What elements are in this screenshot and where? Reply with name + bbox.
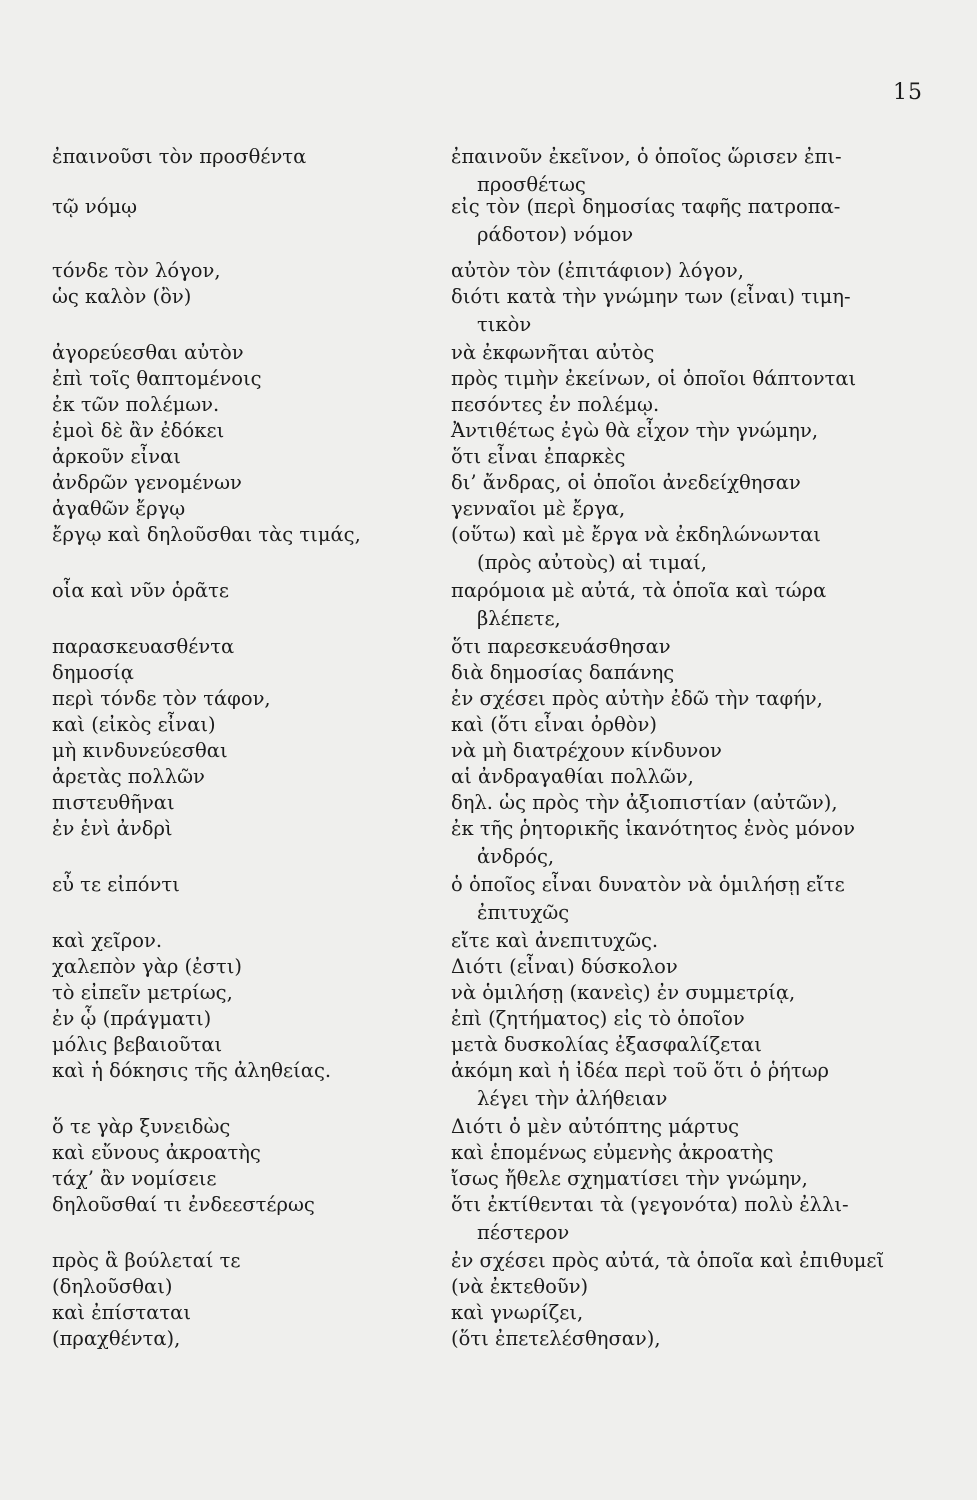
ancient-greek-line: ὅ τε γὰρ ξυνειδὼς	[52, 1115, 231, 1138]
translation-line: Ἀντιθέτως ἐγὼ θὰ εἶχον τὴν γνώμην,	[451, 419, 819, 442]
translation-line: εἴτε καὶ ἀνεπιτυχῶς.	[451, 929, 659, 952]
translation-line: τικὸν	[477, 313, 532, 336]
modern-greek-translation	[451, 633, 931, 661]
ancient-greek-line: οἷα καὶ νῦν ὁρᾶτε	[52, 579, 229, 602]
translation-line: (ὅτι ἐπετελέσθησαν),	[451, 1327, 661, 1350]
ancient-greek-line: καὶ ἡ δόκησις τῆς ἀληθείας.	[52, 1059, 332, 1082]
ancient-greek-line: περὶ τόνδε τὸν τάφον,	[52, 687, 271, 710]
ancient-greek-line: εὖ τε εἰπόντι	[52, 873, 180, 896]
modern-greek-translation	[451, 1113, 931, 1141]
ancient-greek-line: πρὸς ἃ βούλεταί τε	[52, 1249, 241, 1272]
ancient-greek-line: ἀγορεύεσθαι αὐτὸν	[52, 341, 244, 364]
modern-greek-translation	[451, 1139, 931, 1167]
ancient-greek-line: τῷ νόμῳ	[52, 195, 138, 218]
ancient-greek-line: ἔργῳ καὶ δηλοῦσθαι τὰς τιμάς,	[52, 523, 361, 546]
translation-line: ἐπιτυχῶς	[477, 901, 570, 924]
translation-line: δι’ ἄνδρας, οἱ ὁποῖοι ἀνεδείχθησαν	[451, 471, 801, 494]
modern-greek-translation	[451, 763, 931, 791]
modern-greek-translation	[451, 1005, 931, 1033]
modern-greek-translation	[451, 365, 931, 393]
ancient-greek-line: ἀρετὰς πολλῶν	[52, 765, 205, 788]
translation-line: καὶ ἑπομένως εὐμενὴς ἀκροατὴς	[451, 1141, 774, 1164]
ancient-greek-line: ἀνδρῶν γενομένων	[52, 471, 242, 494]
modern-greek-translation	[451, 685, 931, 713]
translation-line: ἐν σχέσει πρὸς αὐτά, τὰ ὁποῖα καὶ ἐπιθυμεῖ	[451, 1249, 885, 1272]
modern-greek-translation	[451, 1057, 931, 1113]
translation-line: ἀνδρός,	[477, 845, 555, 868]
ancient-greek-line: ὡς καλὸν (ὂν)	[52, 285, 192, 308]
translation-line: ὅτι ἐκτίθενται τὰ (γεγονότα) πολὺ ἐλλι-	[451, 1193, 849, 1216]
modern-greek-translation	[451, 871, 931, 927]
modern-greek-translation	[451, 1247, 931, 1275]
ancient-greek-line: παρασκευασθέντα	[52, 635, 235, 658]
translation-line: πρὸς τιμὴν ἐκείνων, οἱ ὁποῖοι θάπτονται	[451, 367, 857, 390]
modern-greek-translation	[451, 1165, 931, 1193]
translation-line: ἐπὶ (ζητήματος) εἰς τὸ ὁποῖον	[451, 1007, 745, 1030]
ancient-greek-line: μόλις βεβαιοῦται	[52, 1033, 223, 1056]
translation-line: πεσόντες ἐν πολέμῳ.	[451, 393, 660, 416]
modern-greek-translation	[451, 1191, 931, 1247]
ancient-greek-line: ἐμοὶ δὲ ἂν ἐδόκει	[52, 419, 225, 442]
translation-line: ἐν σχέσει πρὸς αὐτὴν ἐδῶ τὴν ταφήν,	[451, 687, 823, 710]
ancient-greek-line: (δηλοῦσθαι)	[52, 1275, 173, 1298]
translation-line: (πρὸς αὐτοὺς) αἱ τιμαί,	[477, 551, 708, 574]
ancient-greek-line: πιστευθῆναι	[52, 791, 175, 814]
ancient-greek-line: τὸ εἰπεῖν μετρίως,	[52, 981, 233, 1004]
ancient-greek-line: ἐπαινοῦσι τὸν προσθέντα	[52, 145, 307, 168]
ancient-greek-line: καὶ χεῖρον.	[52, 929, 163, 952]
translation-line: διὰ δημοσίας δαπάνης	[451, 661, 675, 684]
modern-greek-translation	[451, 789, 931, 817]
page-number: 15	[893, 80, 923, 105]
modern-greek-translation	[451, 1031, 931, 1059]
ancient-greek-line: ἀρκοῦν εἶναι	[52, 445, 181, 468]
ancient-greek-line: χαλεπὸν γὰρ (ἐστι)	[52, 955, 242, 978]
ancient-greek-line: καὶ (εἰκὸς εἶναι)	[52, 713, 216, 736]
translation-line: ὁ ὁποῖος εἶναι δυνατὸν νὰ ὁμιλήσῃ εἴτε	[451, 873, 845, 896]
modern-greek-translation	[451, 815, 931, 871]
modern-greek-translation	[451, 443, 931, 471]
translation-line: νὰ ὁμιλήσῃ (κανεὶς) ἐν συμμετρίᾳ,	[451, 981, 796, 1004]
modern-greek-translation	[451, 143, 931, 199]
translation-line: (νὰ ἐκτεθοῦν)	[451, 1275, 589, 1298]
modern-greek-translation	[451, 283, 931, 339]
modern-greek-translation	[451, 1273, 931, 1301]
ancient-greek-line: ἐκ τῶν πολέμων.	[52, 393, 220, 416]
translation-line: γενναῖοι μὲ ἔργα,	[451, 497, 626, 520]
translation-line: ἴσως ἤθελε σχηματίσει τὴν γνώμην,	[451, 1167, 808, 1190]
translation-line: ράδοτον) νόμον	[477, 223, 634, 246]
translation-line: ὅτι παρεσκευάσθησαν	[451, 635, 671, 658]
translation-line: ἐπαινοῦν ἐκεῖνον, ὁ ὁποῖος ὥρισεν ἐπι-	[451, 145, 842, 168]
ancient-greek-line: καὶ ἐπίσταται	[52, 1301, 191, 1324]
translation-line: μετὰ δυσκολίας ἐξασφαλίζεται	[451, 1033, 762, 1056]
modern-greek-translation	[451, 737, 931, 765]
modern-greek-translation	[451, 979, 931, 1007]
modern-greek-translation	[451, 495, 931, 523]
translation-line: λέγει τὴν ἀλήθειαν	[477, 1087, 668, 1110]
ancient-greek-line: δηλοῦσθαί τι ἐνδεεστέρως	[52, 1193, 315, 1216]
modern-greek-translation	[451, 339, 931, 367]
ancient-greek-line: ἐπὶ τοῖς θαπτομένοις	[52, 367, 262, 390]
translation-line: αὐτὸν τὸν (ἐπιτάφιον) λόγον,	[451, 259, 744, 282]
translation-line: ὅτι εἶναι ἐπαρκὲς	[451, 445, 626, 468]
translation-line: ἀκόμη καὶ ἡ ἰδέα περὶ τοῦ ὅτι ὁ ῥήτωρ	[451, 1059, 830, 1082]
modern-greek-translation	[451, 953, 931, 981]
ancient-greek-line: τόνδε τὸν λόγον,	[52, 259, 221, 282]
modern-greek-translation	[451, 1325, 931, 1353]
translation-line: Διότι (εἶναι) δύσκολον	[451, 955, 678, 978]
translation-line: ἐκ τῆς ῥητορικῆς ἱκανότητος ἑνὸς μόνον	[451, 817, 855, 840]
ancient-greek-line: (πραχθέντα),	[52, 1327, 181, 1350]
translation-line: πέστερον	[477, 1221, 570, 1244]
modern-greek-translation	[451, 469, 931, 497]
modern-greek-translation	[451, 577, 931, 633]
modern-greek-translation	[451, 711, 931, 739]
ancient-greek-line: ἐν ᾧ (πράγματι)	[52, 1007, 212, 1030]
translation-line: καὶ (ὅτι εἶναι ὀρθὸν)	[451, 713, 657, 736]
translation-line: νὰ μὴ διατρέχουν κίνδυνον	[451, 739, 722, 762]
modern-greek-translation	[451, 521, 931, 577]
modern-greek-translation	[451, 659, 931, 687]
translation-line: δηλ. ὡς πρὸς τὴν ἀξιοπιστίαν (αὐτῶν),	[451, 791, 838, 814]
modern-greek-translation	[451, 257, 931, 285]
translation-line: (οὕτω) καὶ μὲ ἔργα νὰ ἐκδηλώνωνται	[451, 523, 821, 546]
ancient-greek-line: τάχ’ ἂν νομίσειε	[52, 1167, 217, 1190]
modern-greek-translation	[451, 193, 931, 249]
translation-line: προσθέτως	[477, 173, 586, 196]
translation-line: διότι κατὰ τὴν γνώμην των (εἶναι) τιμη-	[451, 285, 851, 308]
ancient-greek-line: καὶ εὔνους ἀκροατὴς	[52, 1141, 261, 1164]
ancient-greek-line: δημοσίᾳ	[52, 661, 134, 684]
translation-line: βλέπετε,	[477, 607, 561, 630]
ancient-greek-line: ἐν ἑνὶ ἀνδρὶ	[52, 817, 173, 840]
modern-greek-translation	[451, 1299, 931, 1327]
translation-line: καὶ γνωρίζει,	[451, 1301, 584, 1324]
ancient-greek-line: ἀγαθῶν ἔργῳ	[52, 497, 186, 520]
modern-greek-translation	[451, 417, 931, 445]
translation-line: Διότι ὁ μὲν αὐτόπτης μάρτυς	[451, 1115, 740, 1138]
translation-line: αἱ ἀνδραγαθίαι πολλῶν,	[451, 765, 694, 788]
ancient-greek-line: μὴ κινδυνεύεσθαι	[52, 739, 228, 762]
modern-greek-translation	[451, 927, 931, 955]
translation-line: νὰ ἐκφωνῆται αὐτὸς	[451, 341, 655, 364]
modern-greek-translation	[451, 391, 931, 419]
translation-line: παρόμοια μὲ αὐτά, τὰ ὁποῖα καὶ τώρα	[451, 579, 827, 602]
translation-line: εἰς τὸν (περὶ δημοσίας ταφῆς πατροπα-	[451, 195, 841, 218]
